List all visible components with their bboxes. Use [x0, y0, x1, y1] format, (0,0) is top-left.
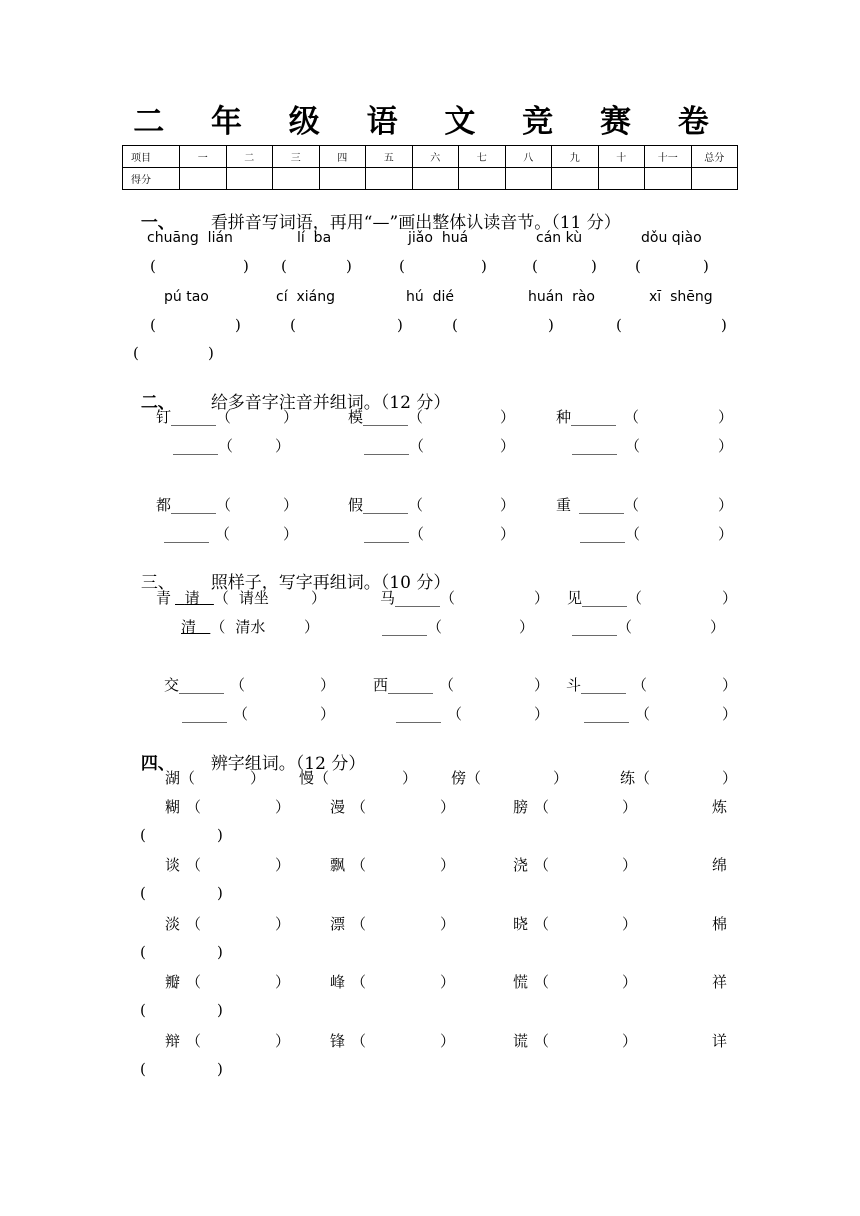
exercise-item: [330, 975, 366, 990]
score-input-cell[interactable]: [459, 168, 506, 190]
exercise-item: [156, 498, 231, 513]
exercise-item: [580, 527, 640, 542]
answer-blank[interactable]: ______: [584, 705, 629, 723]
exercise-item: [165, 800, 201, 815]
paren-open: （: [439, 676, 455, 694]
exercise-item: [556, 498, 639, 513]
exercise-item: [566, 678, 647, 693]
exercise-item: [513, 858, 549, 873]
exercise-item: [165, 1034, 201, 1049]
paren-open: （: [216, 496, 232, 514]
answer-blank[interactable]: ______: [572, 437, 617, 455]
exercise-item: [165, 917, 201, 932]
table-cell: 八: [505, 146, 552, 168]
polyphone-char: 假: [348, 496, 364, 514]
answer-paren-open: (: [281, 257, 287, 275]
pinyin-item: chuāng lián: [147, 230, 233, 246]
paren-close: ）: [440, 856, 456, 874]
paren-open: （: [180, 769, 196, 787]
paren-open: （: [408, 496, 424, 514]
paren-close: ）: [722, 705, 738, 723]
exercise-item: [513, 917, 549, 932]
paren-close: ）: [320, 705, 336, 723]
table-cell: 六: [412, 146, 459, 168]
section4-heading: [130, 739, 365, 773]
base-char: 谎: [513, 1032, 529, 1050]
paren-close: ): [217, 1060, 223, 1078]
base-char: 瓣: [165, 973, 181, 991]
answer-blank[interactable]: ______: [580, 525, 625, 543]
base-char: 峰: [330, 973, 346, 991]
base-char: 湖: [165, 769, 181, 787]
exercise-item: [165, 858, 201, 873]
exercise-item: [380, 591, 455, 606]
answer-blank[interactable]: ______: [382, 618, 427, 636]
table-cell: 十: [598, 146, 645, 168]
base-char: 慌: [513, 973, 529, 991]
base-char: 辩: [165, 1032, 181, 1050]
base-char: 马: [380, 589, 396, 607]
paren-open: (: [140, 1060, 146, 1078]
answer-blank[interactable]: ______: [182, 705, 227, 723]
paren-open: （: [627, 589, 643, 607]
paren-open: （: [625, 437, 641, 455]
score-input-cell[interactable]: [598, 168, 645, 190]
base-char: 炼: [712, 798, 728, 816]
base-char: 锋: [330, 1032, 346, 1050]
example-char: 请: [184, 589, 200, 607]
exercise-item: [513, 1034, 549, 1049]
base-char: 漂: [330, 915, 346, 933]
exercise-item: [373, 678, 454, 693]
table-cell: 二: [226, 146, 273, 168]
paren-open: （: [534, 798, 550, 816]
paren-open: （: [447, 705, 463, 723]
table-cell: 项目: [123, 146, 180, 168]
paren-open: （: [534, 915, 550, 933]
paren-open: （: [351, 973, 367, 991]
base-char: 见: [567, 589, 583, 607]
paren-close: ）: [304, 618, 320, 636]
paren-close: ）: [250, 769, 266, 787]
section-instruction: 看拼音写词语，再用“—”画出整体认读音节。（11 分）: [210, 213, 621, 233]
exercise-item: [164, 678, 245, 693]
section-number: 四、: [140, 754, 175, 774]
score-input-cell[interactable]: [645, 168, 692, 190]
paren-close: ）: [622, 973, 638, 991]
answer-blank[interactable]: ______: [395, 589, 441, 607]
paren-open: （: [466, 769, 482, 787]
section-number: 一、: [140, 213, 175, 233]
paren-open: （: [216, 408, 232, 426]
paren-open: （: [624, 496, 640, 514]
answer-blank[interactable]: ______: [572, 618, 617, 636]
paren-close: ）: [722, 676, 738, 694]
answer-blank[interactable]: ______: [164, 525, 209, 543]
exercise-item: [513, 975, 549, 990]
example-answer-char: [175, 589, 214, 607]
paren-close: ）: [622, 1032, 638, 1050]
paren-open: （: [635, 769, 651, 787]
paren-close: ）: [440, 798, 456, 816]
answer-blank[interactable]: ______: [179, 676, 225, 694]
answer-paren-close: ): [481, 257, 487, 275]
exercise-item: [330, 858, 366, 873]
answer-paren-open: (: [532, 257, 538, 275]
exercise-item: [156, 410, 231, 425]
page-title: 二 年 级 语 文 竞 赛 卷: [133, 104, 727, 140]
paren-open: （: [186, 798, 202, 816]
answer-paren-close: ): [397, 316, 403, 334]
base-char: 飘: [330, 856, 346, 874]
example-item: [156, 591, 269, 606]
exercise-item: [572, 439, 640, 454]
paren-close: ): [217, 826, 223, 844]
answer-paren-close: ): [235, 316, 241, 334]
paren-close: ）: [718, 496, 734, 514]
base-char: 绵: [712, 856, 728, 874]
paren-open: （: [351, 915, 367, 933]
paren-close: ）: [718, 525, 734, 543]
paren-close: ): [217, 943, 223, 961]
score-input-cell[interactable]: [366, 168, 413, 190]
table-cell: 七: [459, 146, 506, 168]
paren-open: (: [140, 1001, 146, 1019]
example-item: [181, 620, 265, 635]
answer-blank[interactable]: ______: [581, 676, 627, 694]
exercise-item: [364, 527, 424, 542]
paren-close: ）: [283, 408, 299, 426]
paren-close: ）: [534, 676, 550, 694]
paren-close: ）: [500, 408, 516, 426]
paren-close: ): [217, 884, 223, 902]
pinyin-item: jiǎo huá: [408, 230, 469, 246]
pinyin-item: dǒu qiào: [641, 230, 702, 246]
paren-close: ）: [311, 589, 327, 607]
answer-blank[interactable]: ______: [171, 496, 217, 514]
score-input-cell[interactable]: [319, 168, 366, 190]
paren-close: ）: [519, 618, 535, 636]
table-cell: 得分: [123, 168, 180, 190]
exercise-item: [584, 707, 650, 722]
paren-open: （: [213, 589, 229, 607]
paren-close: ）: [710, 618, 726, 636]
pinyin-item: hú dié: [406, 289, 455, 305]
answer-paren-open: (: [616, 316, 622, 334]
paren-close: ）: [500, 525, 516, 543]
paren-close: ）: [622, 798, 638, 816]
base-char: 练: [620, 769, 636, 787]
base-char: 浇: [513, 856, 529, 874]
paren-close: ）: [283, 496, 299, 514]
paren-open: (: [140, 943, 146, 961]
exercise-item: [364, 439, 424, 454]
score-input-cell[interactable]: [691, 168, 738, 190]
base-char: 棉: [712, 915, 728, 933]
base-char: 斗: [566, 676, 582, 694]
paren-close: ）: [722, 769, 738, 787]
paren-open: （: [351, 856, 367, 874]
example-answer-char: [181, 618, 210, 636]
paren-open: （: [409, 525, 425, 543]
section-number: 三、: [140, 573, 175, 593]
answer-blank[interactable]: ______: [363, 408, 409, 426]
answer-paren-open: (: [635, 257, 641, 275]
exercise-item: [567, 591, 642, 606]
answer-blank[interactable]: ______: [582, 589, 628, 607]
paren-close: ）: [440, 1032, 456, 1050]
paren-open: （: [534, 856, 550, 874]
base-char: 漫: [330, 798, 346, 816]
paren-close: ）: [440, 915, 456, 933]
paren-close: ）: [275, 798, 291, 816]
paren-open: （: [408, 408, 424, 426]
paren-open: （: [210, 618, 226, 636]
section-instruction: 照样子，写字再组词。（10 分）: [210, 573, 451, 593]
paren-open: （: [186, 856, 202, 874]
pinyin-item: xī shēng: [649, 289, 713, 305]
example-word: 清水: [235, 618, 266, 636]
exercise-item: [165, 771, 195, 786]
answer-paren-open: (: [133, 344, 139, 362]
exercise-item: [572, 620, 632, 635]
example-base-char: 青: [156, 589, 172, 607]
paren-open: （: [625, 525, 641, 543]
table-cell: 十一: [645, 146, 692, 168]
paren-open: （: [409, 437, 425, 455]
exercise-item: [513, 800, 549, 815]
base-char: 西: [373, 676, 389, 694]
base-char: 慢: [299, 769, 315, 787]
section3-heading: [130, 558, 450, 592]
paren-open: （: [186, 1032, 202, 1050]
paren-close: ）: [283, 525, 299, 543]
exercise-item: [396, 707, 462, 722]
section2-heading: [130, 378, 450, 412]
score-input-cell[interactable]: [180, 168, 227, 190]
exercise-item: [330, 1034, 366, 1049]
exercise-item: [348, 410, 423, 425]
paren-open: （: [534, 1032, 550, 1050]
paren-close: ）: [320, 676, 336, 694]
paren-close: ）: [718, 437, 734, 455]
section-instruction: 给多音字注音并组词。（12 分）: [210, 393, 451, 413]
exercise-item: [451, 771, 481, 786]
polyphone-char: 钉: [156, 408, 172, 426]
paren-close: ）: [275, 915, 291, 933]
paren-open: （: [233, 705, 249, 723]
answer-paren-open: (: [150, 316, 156, 334]
paren-close: ）: [275, 973, 291, 991]
answer-blank[interactable]: ______: [173, 437, 218, 455]
example-char: 清: [181, 618, 197, 636]
pinyin-item: pú tao: [164, 289, 209, 305]
answer-paren-close: ): [703, 257, 709, 275]
paren-open: （: [351, 1032, 367, 1050]
exercise-item: [182, 707, 248, 722]
pinyin-item: cán kù: [536, 230, 583, 246]
paren-close: ）: [275, 856, 291, 874]
score-table-score-row: [123, 168, 738, 190]
paren-open: （: [534, 973, 550, 991]
table-cell: 五: [366, 146, 413, 168]
score-input-cell[interactable]: [273, 168, 320, 190]
table-cell: 九: [552, 146, 599, 168]
paren-open: （: [230, 676, 246, 694]
section1-heading: [130, 198, 621, 232]
exercise-item: [382, 620, 442, 635]
paren-open: （: [218, 437, 234, 455]
pinyin-item: cí xiáng: [276, 289, 336, 305]
exercise-item: [330, 917, 366, 932]
answer-paren-close: ): [591, 257, 597, 275]
paren-open: （: [427, 618, 443, 636]
paren-open: (: [140, 884, 146, 902]
paren-close: ): [217, 1001, 223, 1019]
answer-blank[interactable]: ______: [579, 496, 625, 514]
answer-blank[interactable]: ______: [363, 496, 409, 514]
paren-open: (: [140, 826, 146, 844]
paren-open: （: [186, 973, 202, 991]
table-cell: 一: [180, 146, 227, 168]
polyphone-char: 种: [556, 408, 572, 426]
answer-blank[interactable]: ______: [171, 408, 217, 426]
paren-close: ）: [534, 705, 550, 723]
score-input-cell[interactable]: [226, 168, 273, 190]
answer-blank[interactable]: ______: [364, 525, 409, 543]
answer-paren-close: ): [243, 257, 249, 275]
paren-close: ）: [622, 856, 638, 874]
answer-blank[interactable]: ______: [364, 437, 409, 455]
polyphone-char: 模: [348, 408, 364, 426]
base-char: 晓: [513, 915, 529, 933]
paren-close: ）: [275, 437, 291, 455]
answer-paren-open: (: [290, 316, 296, 334]
paren-open: （: [617, 618, 633, 636]
score-input-cell[interactable]: [552, 168, 599, 190]
paren-close: ）: [440, 973, 456, 991]
table-cell: 总分: [691, 146, 738, 168]
paren-open: （: [635, 705, 651, 723]
paren-open: （: [314, 769, 330, 787]
exercise-item: [164, 527, 230, 542]
paren-open: （: [351, 798, 367, 816]
exercise-item: [348, 498, 423, 513]
answer-paren-close: ): [208, 344, 214, 362]
example-word: 请坐: [238, 589, 269, 607]
score-table-header-row: [123, 146, 738, 168]
paren-close: ）: [500, 496, 516, 514]
table-cell: 四: [319, 146, 366, 168]
paren-close: ）: [500, 437, 516, 455]
answer-paren-close: ): [548, 316, 554, 334]
paren-close: ）: [622, 915, 638, 933]
paren-open: （: [632, 676, 648, 694]
exercise-item: [620, 771, 650, 786]
base-char: 祥: [712, 973, 728, 991]
polyphone-char: 重: [556, 496, 572, 514]
answer-paren-open: (: [150, 257, 156, 275]
score-input-cell[interactable]: [412, 168, 459, 190]
base-char: 糊: [165, 798, 181, 816]
base-char: 交: [164, 676, 180, 694]
paren-open: （: [215, 525, 231, 543]
exercise-item: [330, 800, 366, 815]
answer-blank[interactable]: ______: [571, 408, 617, 426]
paren-close: ）: [722, 589, 738, 607]
answer-blank[interactable]: ______: [388, 676, 434, 694]
exercise-item: [556, 410, 639, 425]
answer-paren-close: ): [346, 257, 352, 275]
pinyin-item: lí ba: [297, 230, 332, 246]
score-input-cell[interactable]: [505, 168, 552, 190]
exercise-item: [165, 975, 201, 990]
paren-close: ）: [534, 589, 550, 607]
section-instruction: 辨字组词。（12 分）: [210, 754, 366, 774]
paren-close: ）: [553, 769, 569, 787]
paren-open: （: [440, 589, 456, 607]
answer-paren-open: (: [399, 257, 405, 275]
answer-paren-open: (: [452, 316, 458, 334]
table-cell: 三: [273, 146, 320, 168]
paren-open: （: [186, 915, 202, 933]
exercise-item: [173, 439, 233, 454]
base-char: 膀: [513, 798, 529, 816]
paren-close: ）: [402, 769, 418, 787]
answer-paren-close: ): [721, 316, 727, 334]
section-number: 二、: [140, 393, 175, 413]
base-char: 淡: [165, 915, 181, 933]
base-char: 详: [712, 1032, 728, 1050]
paren-close: ）: [718, 408, 734, 426]
base-char: 傍: [451, 769, 467, 787]
exercise-item: [299, 771, 329, 786]
base-char: 谈: [165, 856, 181, 874]
paren-open: （: [624, 408, 640, 426]
paren-close: ）: [275, 1032, 291, 1050]
answer-blank[interactable]: ______: [396, 705, 441, 723]
pinyin-item: huán rào: [528, 289, 595, 305]
score-table: [122, 145, 738, 190]
polyphone-char: 都: [156, 496, 172, 514]
